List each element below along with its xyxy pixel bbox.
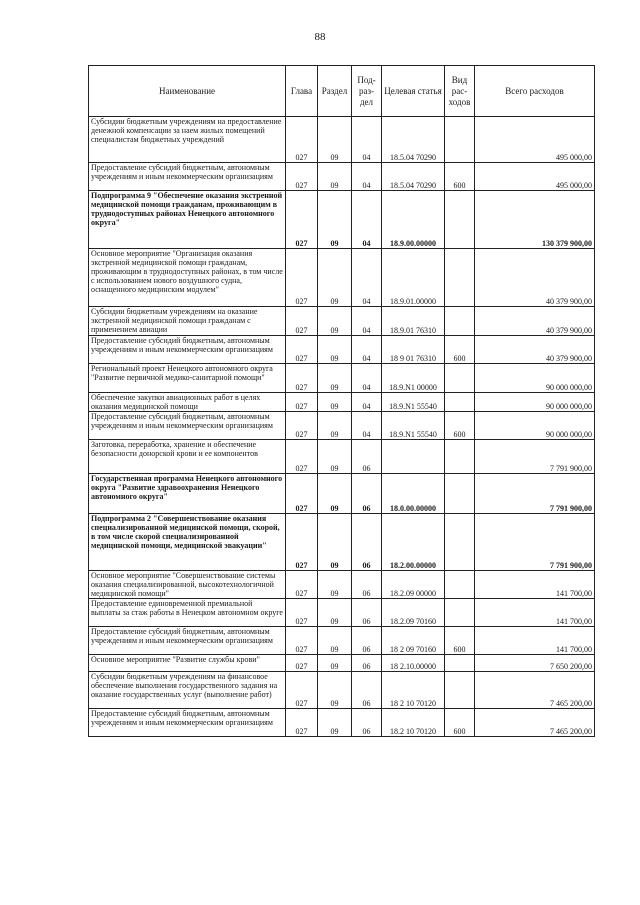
row-vid <box>445 655 475 672</box>
row-razdel: 09 <box>318 412 352 440</box>
row-glava: 027 <box>286 336 318 364</box>
row-total: 90 000 000,00 <box>475 393 595 412</box>
row-razdel: 09 <box>318 709 352 737</box>
row-vid <box>445 440 475 474</box>
table-row <box>89 599 595 627</box>
row-razdel: 09 <box>318 307 352 336</box>
row-target: 18.2.09 70160 <box>382 599 445 627</box>
row-target: 18.9.01 76310 <box>382 307 445 336</box>
row-total: 7 791 900,00 <box>475 440 595 474</box>
row-razdel: 09 <box>318 571 352 599</box>
row-name: Предоставление субсидий бюджетным, автономным учреждениям и иным некоммерческим организациям <box>89 163 286 191</box>
table-row <box>89 672 595 709</box>
header-glava: Глава <box>286 66 318 117</box>
row-glava: 027 <box>286 191 318 249</box>
row-podrazdel: 06 <box>352 655 382 672</box>
table-row <box>89 191 595 249</box>
row-name: Предоставление субсидий бюджетным, автономным учреждениям и иным некоммерческим организациям <box>89 336 286 364</box>
row-target: 18.5.04 70290 <box>382 117 445 163</box>
row-glava: 027 <box>286 599 318 627</box>
row-name: Основное мероприятие "Развитие службы крови" <box>89 655 286 672</box>
row-razdel: 09 <box>318 514 352 571</box>
row-target: 18 2.10.00000 <box>382 655 445 672</box>
row-target: 18 9 01 76310 <box>382 336 445 364</box>
row-total: 495 000,00 <box>475 163 595 191</box>
row-total: 7 465 200,00 <box>475 709 595 737</box>
budget-table <box>88 65 595 737</box>
row-glava: 027 <box>286 571 318 599</box>
header-vid: Вид рас-ходов <box>445 66 475 117</box>
row-podrazdel: 04 <box>352 336 382 364</box>
row-vid <box>445 117 475 163</box>
table-row <box>89 412 595 440</box>
row-razdel: 09 <box>318 672 352 709</box>
row-razdel: 09 <box>318 599 352 627</box>
row-vid <box>445 249 475 307</box>
row-glava: 027 <box>286 117 318 163</box>
row-glava: 027 <box>286 163 318 191</box>
row-name: Предоставление субсидий бюджетным, автономным учреждениям и иным некоммерческим организациям <box>89 412 286 440</box>
row-glava: 027 <box>286 249 318 307</box>
row-glava: 027 <box>286 364 318 393</box>
row-name: Подпрограмма 9 "Обеспечение оказания экстренной медицинской помощи гражданам, проживающим в труднодоступных районах Ненецкого автономного округа" <box>89 191 286 249</box>
row-vid: 600 <box>445 336 475 364</box>
table-row <box>89 655 595 672</box>
row-vid <box>445 514 475 571</box>
row-name: Субсидии бюджетным учреждениям на предоставление денежной компенсации за наем жилых помещений специалистам бюджетных учреждений <box>89 117 286 163</box>
table-row <box>89 709 595 737</box>
row-name: Обеспечение закупки авиационных работ в целях оказания медицинской помощи <box>89 393 286 412</box>
row-target: 18.9.00.00000 <box>382 191 445 249</box>
row-total: 495 000,00 <box>475 117 595 163</box>
row-vid <box>445 364 475 393</box>
header-razdel: Раздел <box>318 66 352 117</box>
row-vid <box>445 571 475 599</box>
row-razdel: 09 <box>318 474 352 514</box>
table-row <box>89 393 595 412</box>
row-total: 7 650 200,00 <box>475 655 595 672</box>
table-row <box>89 474 595 514</box>
row-glava: 027 <box>286 307 318 336</box>
table-row <box>89 307 595 336</box>
row-target: 18.9.N1 00000 <box>382 364 445 393</box>
table-row <box>89 117 595 163</box>
row-glava: 027 <box>286 627 318 655</box>
row-podrazdel: 04 <box>352 412 382 440</box>
header-total: Всего расходов <box>475 66 595 117</box>
table-row <box>89 336 595 364</box>
row-glava: 027 <box>286 709 318 737</box>
row-podrazdel: 04 <box>352 364 382 393</box>
row-total: 40 379 900,00 <box>475 249 595 307</box>
row-total: 90 000 000,00 <box>475 412 595 440</box>
row-podrazdel: 06 <box>352 440 382 474</box>
row-total: 141 700,00 <box>475 599 595 627</box>
row-podrazdel: 06 <box>352 709 382 737</box>
table-row <box>89 163 595 191</box>
header-podrazdel: Под-раз-дел <box>352 66 382 117</box>
row-podrazdel: 06 <box>352 514 382 571</box>
row-razdel: 09 <box>318 163 352 191</box>
row-razdel: 09 <box>318 627 352 655</box>
row-glava: 027 <box>286 672 318 709</box>
row-target <box>382 440 445 474</box>
row-name: Предоставление субсидий бюджетным, автономным учреждениям и иным некоммерческим организациям <box>89 709 286 737</box>
row-glava: 027 <box>286 412 318 440</box>
row-target: 18.2.00.00000 <box>382 514 445 571</box>
row-podrazdel: 04 <box>352 393 382 412</box>
header-target: Целевая статья <box>382 66 445 117</box>
row-vid <box>445 672 475 709</box>
row-target: 18.0.00.00000 <box>382 474 445 514</box>
row-podrazdel: 04 <box>352 307 382 336</box>
row-name: Подпрограмма 2 "Совершенствование оказания специализированной медицинской помощи, скорой, в том числе скорой специализированной медицинской помощи, медицинской эвакуации" <box>89 514 286 571</box>
row-total: 141 700,00 <box>475 627 595 655</box>
row-total: 130 379 900,00 <box>475 191 595 249</box>
row-total: 7 791 900,00 <box>475 474 595 514</box>
row-name: Субсидии бюджетным учреждениям на оказание экстренной медицинской помощи гражданам с применением авиации <box>89 307 286 336</box>
row-glava: 027 <box>286 393 318 412</box>
row-podrazdel: 06 <box>352 627 382 655</box>
table-row <box>89 514 595 571</box>
row-glava: 027 <box>286 655 318 672</box>
table-row <box>89 571 595 599</box>
row-vid <box>445 474 475 514</box>
row-total: 7 791 900,00 <box>475 514 595 571</box>
row-razdel: 09 <box>318 655 352 672</box>
row-podrazdel: 06 <box>352 672 382 709</box>
row-target: 18 2 10 70120 <box>382 672 445 709</box>
row-name: Предоставление единовременной премиальной выплаты за стаж работы в Ненецком автономном округе <box>89 599 286 627</box>
row-vid <box>445 191 475 249</box>
row-name: Субсидии бюджетным учреждениям на финансовое обеспечение выполнения государственного задания на оказание государственных услуг (выполнение работ) <box>89 672 286 709</box>
row-target: 18.5.04 70290 <box>382 163 445 191</box>
row-name: Предоставление субсидий бюджетным, автономным учреждениям и иным некоммерческим организациям <box>89 627 286 655</box>
row-razdel: 09 <box>318 117 352 163</box>
row-razdel: 09 <box>318 249 352 307</box>
row-total: 7 465 200,00 <box>475 672 595 709</box>
row-razdel: 09 <box>318 393 352 412</box>
table-header-row <box>89 66 595 117</box>
row-total: 40 379 900,00 <box>475 307 595 336</box>
row-podrazdel: 06 <box>352 474 382 514</box>
row-glava: 027 <box>286 440 318 474</box>
row-glava: 027 <box>286 474 318 514</box>
row-target: 18.9.N1 55540 <box>382 412 445 440</box>
table-row <box>89 627 595 655</box>
row-name: Государственная программа Ненецкого автономного округа "Развитие здравоохранения Ненецкого автономного округа" <box>89 474 286 514</box>
row-glava: 027 <box>286 514 318 571</box>
row-target: 18.9.N1 55540 <box>382 393 445 412</box>
row-target: 18.2 10 70120 <box>382 709 445 737</box>
row-razdel: 09 <box>318 336 352 364</box>
page-number: 88 <box>314 31 326 43</box>
row-podrazdel: 06 <box>352 571 382 599</box>
row-podrazdel: 06 <box>352 599 382 627</box>
row-podrazdel: 04 <box>352 249 382 307</box>
row-vid <box>445 393 475 412</box>
row-target: 18.2.09 00000 <box>382 571 445 599</box>
row-podrazdel: 04 <box>352 163 382 191</box>
row-name: Заготовка, переработка, хранение и обеспечение безопасности донорской крови и ее компонентов <box>89 440 286 474</box>
row-total: 141 700,00 <box>475 571 595 599</box>
row-name: Региональный проект Ненецкого автономного округа "Развитие первичной медико-санитарной помощи" <box>89 364 286 393</box>
row-razdel: 09 <box>318 191 352 249</box>
row-total: 90 000 000,00 <box>475 364 595 393</box>
row-podrazdel: 04 <box>352 117 382 163</box>
row-vid: 600 <box>445 412 475 440</box>
row-razdel: 09 <box>318 440 352 474</box>
row-vid: 600 <box>445 163 475 191</box>
row-total: 40 379 900,00 <box>475 336 595 364</box>
row-vid: 600 <box>445 627 475 655</box>
row-name: Основное мероприятие "Организация оказания экстренной медицинской помощи гражданам, проживающим в труднодоступных районах, в том числе с использованием нового воздушного судна, оснащенного медицинским модулем" <box>89 249 286 307</box>
row-name: Основное мероприятие "Совершенствование системы оказания специализированной, высокотехнологичной медицинской помощи" <box>89 571 286 599</box>
header-name: Наименование <box>89 66 286 117</box>
row-razdel: 09 <box>318 364 352 393</box>
row-target: 18 2 09 70160 <box>382 627 445 655</box>
row-vid <box>445 599 475 627</box>
table-row <box>89 440 595 474</box>
row-vid: 600 <box>445 709 475 737</box>
table-row <box>89 364 595 393</box>
table-row <box>89 249 595 307</box>
row-target: 18.9.01.00000 <box>382 249 445 307</box>
row-podrazdel: 04 <box>352 191 382 249</box>
row-vid <box>445 307 475 336</box>
